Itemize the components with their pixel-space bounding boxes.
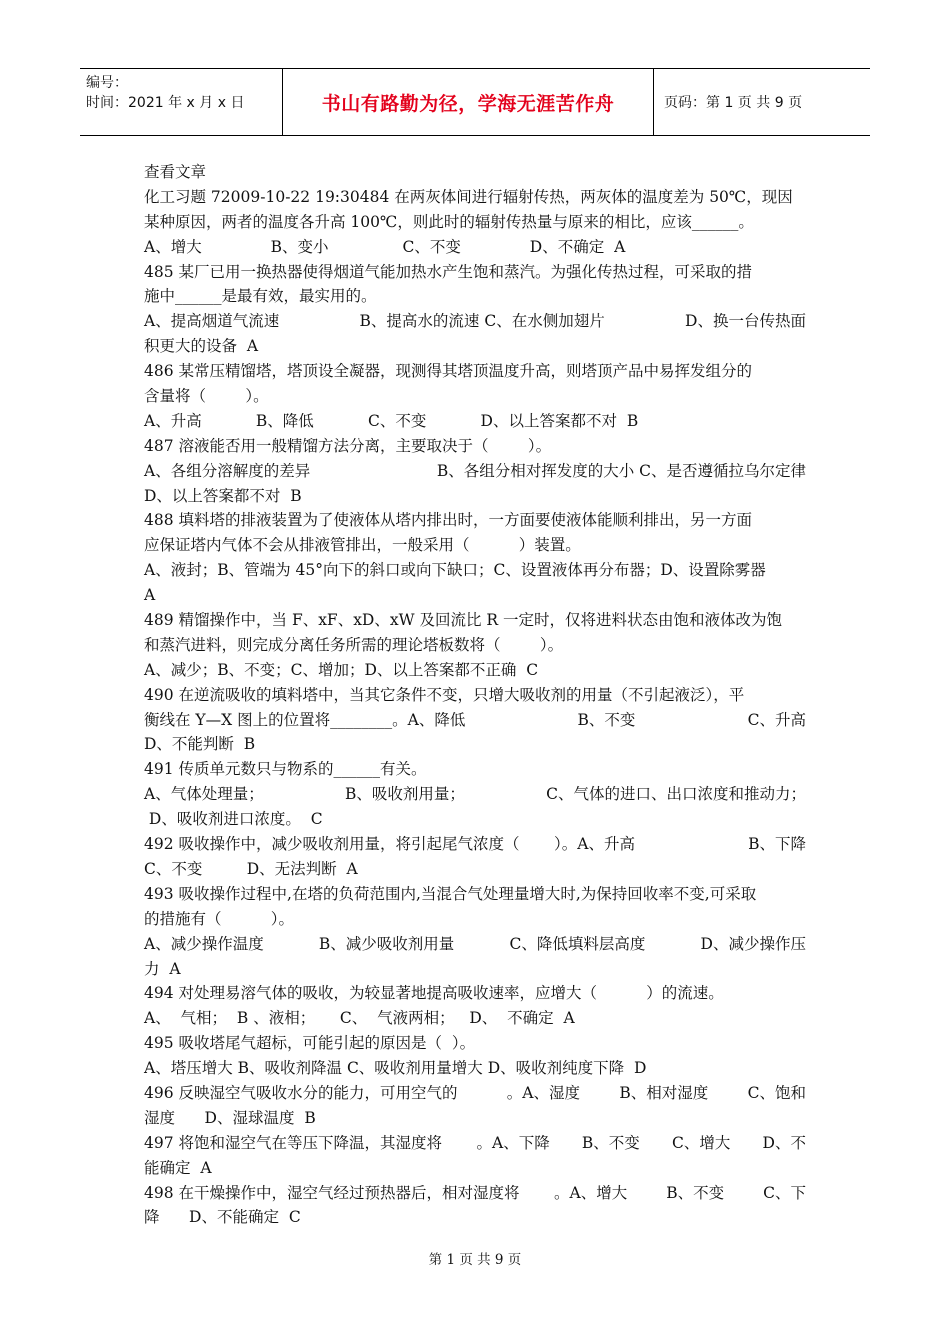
text-segment: A、升高 B、降低 C、不变 D、以上答案都不对 B	[144, 411, 639, 430]
text-line	[144, 1081, 806, 1106]
text-line	[144, 1181, 806, 1206]
header-meta	[80, 69, 283, 135]
text-line	[144, 708, 806, 733]
text-segment: C、降低填料层高度	[509, 934, 646, 953]
text-line	[144, 732, 806, 757]
text-segment: B、减少吸收剂用量	[318, 934, 455, 953]
text-segment: A、 气相； B 、液相； C、 气液两相； D、 不确定 A	[144, 1009, 575, 1028]
text-line	[144, 1205, 806, 1230]
header-page-info: 页码：第 1 页 共 9 页	[664, 95, 803, 111]
text-segment: 降 D、不能确定 C	[144, 1208, 301, 1227]
text-segment: 施中______是最有效，最实用的。	[144, 287, 377, 306]
text-segment: A、塔压增大 B、吸收剂降温 C、吸收剂用量增大 D、吸收剂纯度下降 D	[144, 1059, 647, 1078]
text-segment: C、不变 D、无法判断 A	[144, 859, 358, 878]
text-line	[144, 907, 806, 932]
text-segment: 积更大的设备 A	[144, 337, 259, 356]
text-segment: 某种原因，两者的温度各升高 100℃，则此时的辐射传热量与原来的相比，应该______。	[144, 212, 754, 231]
text-segment: 494 对处理易溶气体的吸收，为较显著地提高吸收速率，应增大（ ）的流速。	[144, 984, 724, 1003]
text-segment: A、减少操作温度	[144, 934, 264, 953]
text-segment: A、液封；B、管端为 45°向下的斜口或向下缺口；C、设置液体再分布器；D、设置除雾器	[144, 561, 766, 580]
text-segment: 的措施有（ ）。	[144, 909, 295, 928]
text-segment: A、提高烟道气流速	[144, 312, 280, 331]
text-line	[144, 782, 806, 807]
text-segment: B、下降	[748, 835, 806, 854]
text-segment: 衡线在 Y—X 图上的位置将________。A、降低	[144, 710, 466, 729]
text-segment: 496 反映湿空气吸收水分的能力，可用空气的 。A、湿度	[144, 1083, 580, 1102]
text-line	[144, 284, 806, 309]
text-line	[144, 882, 806, 907]
text-line	[144, 558, 806, 583]
text-segment: 490 在逆流吸收的填料塔中，当其它条件不变，只增大吸收剂的用量（不引起液泛），平	[144, 685, 745, 704]
text-segment: B、不变	[577, 710, 636, 729]
text-line	[144, 384, 806, 409]
text-segment: 查看文章	[144, 163, 207, 181]
text-line	[144, 683, 806, 708]
text-segment: D、换一台传热面	[685, 312, 806, 331]
text-line	[144, 533, 806, 558]
text-segment: A、各组分溶解度的差异	[144, 461, 311, 480]
text-line	[144, 434, 806, 459]
text-line	[144, 260, 806, 285]
text-line	[144, 981, 806, 1006]
text-line	[144, 359, 806, 384]
text-segment: 能确定 A	[144, 1158, 212, 1177]
text-segment: C、下	[763, 1183, 806, 1202]
header-motto: 书山有路勤为径，学海无涯苦作舟	[283, 69, 654, 135]
text-segment: C、气体的进口、出口浓度和推动力；	[546, 785, 806, 804]
text-segment: 和蒸汽进料，则完成分离任务所需的理论塔板数将（ ）。	[144, 635, 564, 654]
document-number-label: 编号：	[86, 75, 128, 91]
text-segment: 495 吸收塔尾气超标，可能引起的原因是（ ）。	[144, 1034, 476, 1053]
text-segment: C、升高	[747, 710, 806, 729]
text-segment: B、提高水的流速 C、在水侧加翅片	[359, 312, 605, 331]
text-segment: 497 将饱和湿空气在等压下降温，其湿度将 。A、下降	[144, 1133, 550, 1152]
text-segment: 487 溶液能否用一般精馏方法分离，主要取决于（ ）。	[144, 436, 552, 455]
text-line	[144, 658, 806, 683]
document-date-label: 时间：2021 年 x 月 x 日	[86, 95, 245, 111]
text-line	[144, 932, 806, 957]
text-segment: 力 A	[144, 959, 181, 978]
text-segment: 485 某厂已用一换热器使得烟道气能加热水产生饱和蒸汽。为强化传热过程，可采取的措	[144, 262, 753, 281]
text-segment: 含量将（ ）。	[144, 387, 269, 406]
text-line	[144, 185, 806, 210]
text-segment: 492 吸收操作中，减少吸收剂用量，将引起尾气浓度（ ）。A、升高	[144, 835, 635, 854]
text-segment: A、减少；B、不变；C、增加；D、以上答案都不正确 C	[144, 660, 539, 679]
page-footer: 第 1 页 共 9 页	[428, 1252, 522, 1268]
text-line	[144, 832, 806, 857]
text-line	[144, 1006, 806, 1031]
text-line	[144, 210, 806, 235]
text-segment: A、气体处理量；	[144, 785, 264, 804]
text-line	[144, 309, 806, 334]
text-line	[144, 409, 806, 434]
text-segment: B、不变	[666, 1183, 725, 1202]
text-segment: D、不	[762, 1133, 806, 1152]
document-body	[144, 160, 806, 1230]
text-segment: 488 填料塔的排液装置为了使液体从塔内排出时，一方面要使液体能顺利排出，另一方面	[144, 511, 753, 530]
text-segment: 应保证塔内气体不会从排液管排出，一般采用（ ）装置。	[144, 536, 581, 555]
text-segment: D、吸收剂进口浓度。 C	[144, 810, 323, 829]
text-segment: 化工习题 72009-10-22 19:30484 在两灰体间进行辐射传热，两灰体的温度差为 50℃，现因	[144, 187, 793, 206]
text-segment: 493 吸收操作过程中,在塔的负荷范围内,当混合气处理量增大时,为保持回收率不变,可采取	[144, 884, 757, 903]
text-line	[144, 1131, 806, 1156]
text-segment: C、饱和	[747, 1083, 806, 1102]
text-line	[144, 957, 806, 982]
text-line	[144, 484, 806, 509]
text-line	[144, 1156, 806, 1181]
text-line	[144, 235, 806, 260]
text-line	[144, 633, 806, 658]
text-line	[144, 807, 806, 832]
page-header	[80, 68, 870, 136]
text-segment: D、不能判断 B	[144, 735, 256, 754]
text-segment: B、相对湿度	[619, 1083, 709, 1102]
text-segment: B、吸收剂用量；	[344, 785, 465, 804]
text-segment: A	[144, 586, 156, 605]
text-segment: C、增大	[671, 1133, 731, 1152]
text-segment: 486 某常压精馏塔，塔顶设全凝器，现测得其塔顶温度升高，则塔顶产品中易挥发组分的	[144, 362, 753, 381]
text-segment: 498 在干燥操作中，湿空气经过预热器后，相对湿度将 。A、增大	[144, 1183, 628, 1202]
text-line	[144, 459, 806, 484]
text-line	[144, 757, 806, 782]
text-segment: D、减少操作压	[700, 934, 806, 953]
text-line	[144, 583, 806, 608]
text-segment: B、各组分相对挥发度的大小 C、是否遵循拉乌尔定律	[436, 461, 806, 480]
text-segment: 湿度 D、湿球温度 B	[144, 1108, 316, 1127]
text-line	[144, 857, 806, 882]
text-line	[144, 508, 806, 533]
text-line	[144, 1056, 806, 1081]
text-line	[144, 334, 806, 359]
text-segment: D、以上答案都不对 B	[144, 486, 302, 505]
text-line	[144, 160, 806, 185]
text-line	[144, 608, 806, 633]
text-line	[144, 1106, 806, 1131]
text-segment: 491 传质单元数只与物系的______有关。	[144, 760, 427, 779]
text-segment: 489 精馏操作中，当 F、xF、xD、xW 及回流比 R 一定时，仅将进料状态由饱和液体改为饱	[144, 611, 782, 630]
text-line	[144, 1031, 806, 1056]
text-segment: A、增大 B、变小 C、不变 D、不确定 A	[144, 237, 626, 256]
text-segment: B、不变	[581, 1133, 640, 1152]
